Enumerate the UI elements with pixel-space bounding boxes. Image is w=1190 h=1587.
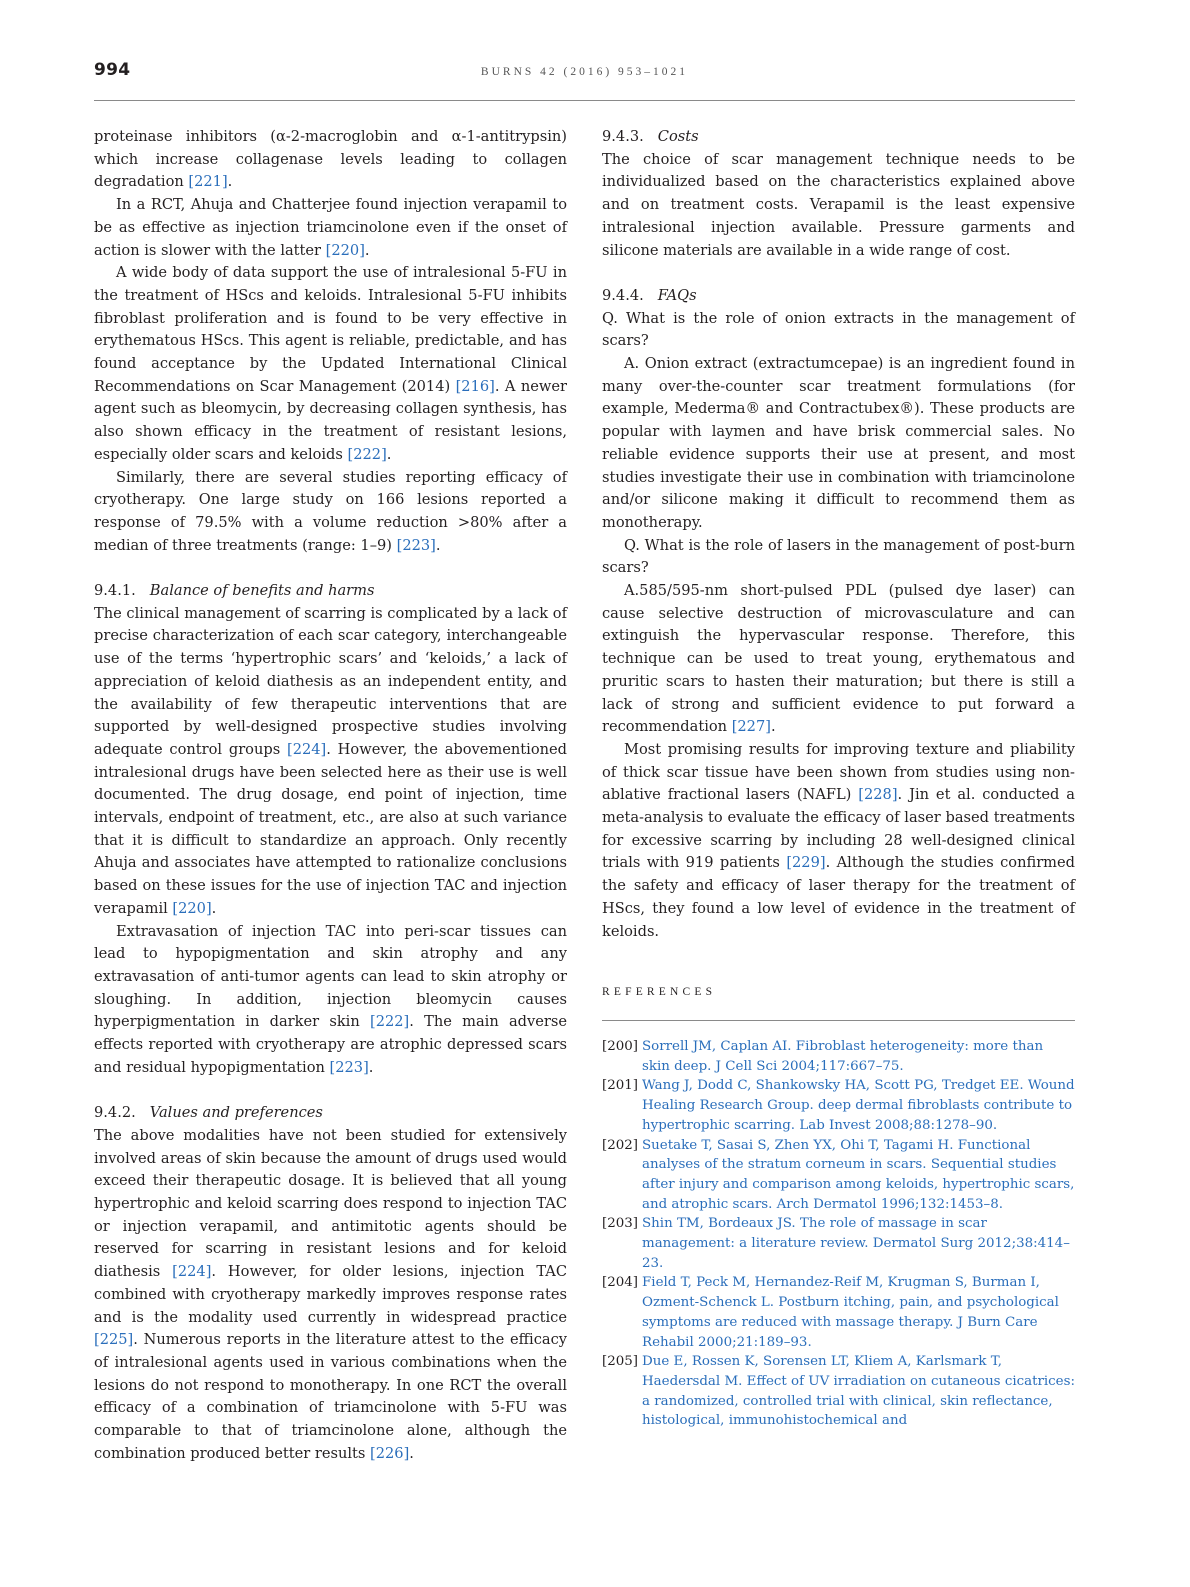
- references-heading: REFERENCES: [602, 981, 1075, 1021]
- reference-number: [203]: [602, 1216, 639, 1232]
- reference-number: [202]: [602, 1137, 639, 1153]
- paragraph: The choice of scar management technique needs to be individualized based on the characteristics explained above and on treatment costs. Verapamil is the least expensive intralesional injection available. Pressure garments and silicone materials are available in a wide range of cost.: [602, 150, 1075, 259]
- paragraph: Extravasation of injection TAC into peri-scar tissues can lead to hypopigmentation and skin atrophy and any extravasation of anti-tumor agents can lead to skin atrophy or sloughing. In addition, injection bleomycin causes hyperpigmentation in darker skin [222]. The main adverse effects reported with cryotherapy are atrophic depressed scars and residual hypopigmentation [223].: [94, 922, 567, 1076]
- reference-item: [602, 1214, 1075, 1273]
- reference-link[interactable]: Shin TM, Bordeaux JS. The role of massage in scar management: a literature review. Dermatol Surg 2012;38:414–23.: [642, 1216, 1070, 1271]
- paragraph: The above modalities have not been studied for extensively involved areas of skin because the amount of drugs used would exceed their therapeutic dosage. It is believed that all young hypertrophic and keloid scarring does respond to injection TAC or injection verapamil, and antimitotic agents should be reserved for scarring in resistant lesions and for keloid diathesis [224]. However, for older lesions, injection TAC combined with cryotherapy markedly improves response rates and is the modality used currently in widespread practice [225]. Numerous reports in the literature attest to the efficacy of intralesional agents used in various combinations when the lesions do not respond to monotherapy. In one RCT the overall efficacy of a combination of triamcinolone with 5-FU was comparable to that of triamcinolone alone, although the combination produced better results [226].: [94, 1126, 567, 1462]
- reference-link[interactable]: Field T, Peck M, Hernandez-Reif M, Krugman S, Burman I, Ozment-Schenck L. Postburn itching, pain, and psychological symptoms are reduced with massage therapy. J Burn Care Rehabil 2000;21:189–93.: [642, 1275, 1059, 1350]
- faq-answer: A.585/595-nm short-pulsed PDL (pulsed dye laser) can cause selective destruction of microvasculature and can extinguish the hypervascular response. Therefore, this technique can be used to treat young, erythematous and pruritic scars to hasten their maturation; but there is still a lack of strong and sufficient evidence to put forward a recommendation [227].: [602, 582, 1075, 736]
- section-heading-9-4-1: 9.4.1. Balance of benefits and harms: [94, 582, 375, 600]
- citation-link[interactable]: [225]: [94, 1331, 134, 1349]
- citation-link[interactable]: [222]: [370, 1013, 410, 1031]
- citation-link[interactable]: [226]: [370, 1444, 410, 1462]
- reference-link[interactable]: Due E, Rossen K, Sorensen LT, Kliem A, Karlsmark T, Haedersdal M. Effect of UV irradiation on cutaneous cicatrices: a randomized, controlled trial with clinical, skin reflectance, histological, immunohistochemical and: [642, 1354, 1075, 1429]
- citation-link[interactable]: [222]: [347, 445, 387, 463]
- reference-link[interactable]: Wang J, Dodd C, Shankowsky HA, Scott PG, Tredget EE. Wound Healing Research Group. deep dermal fibroblasts contribute to hypertrophic scarring. Lab Invest 2008;88:1278–90.: [642, 1078, 1075, 1133]
- citation-link[interactable]: [223]: [396, 536, 436, 554]
- citation-link[interactable]: [216]: [455, 377, 495, 395]
- citation-link[interactable]: [221]: [188, 173, 228, 191]
- section-heading-9-4-3: 9.4.3. Costs: [602, 128, 699, 145]
- journal-running-head: BURNS 42 (2016) 953–1021: [480, 66, 689, 78]
- page-header: [94, 58, 1075, 101]
- citation-link[interactable]: [224]: [287, 740, 327, 758]
- faq-question: Q. What is the role of lasers in the management of post-burn scars?: [602, 536, 1075, 577]
- reference-item: [602, 1136, 1075, 1215]
- reference-item: [602, 1076, 1075, 1135]
- page-number: 994: [94, 60, 131, 80]
- reference-number: [204]: [602, 1275, 639, 1291]
- reference-item: [602, 1273, 1075, 1352]
- citation-link[interactable]: [220]: [325, 241, 365, 259]
- faq-answer: A. Onion extract (extractumcepae) is an ingredient found in many over-the-counter scar treatment formulations (for example, Mederma® and Contractubex®). These products are popular with laymen and have brisk commercial sales. No reliable evidence supports their use at present, and most studies investigate their use in combination with triamcinolone and/or silicone making it difficult to recommend them as monotherapy.: [602, 355, 1075, 531]
- reference-item: [602, 1352, 1075, 1431]
- reference-list: [602, 1037, 1075, 1431]
- citation-link[interactable]: [224]: [172, 1263, 212, 1281]
- paragraph: proteinase inhibitors (α-2-macroglobin and α-1-antitrypsin) which increase collagenase levels leading to collagen degradation [221].: [94, 128, 567, 191]
- paragraph: In a RCT, Ahuja and Chatterjee found injection verapamil to be as effective as injection triamcinolone even if the onset of action is slower with the latter [220].: [94, 196, 567, 259]
- citation-link[interactable]: [228]: [858, 786, 898, 804]
- reference-link[interactable]: Sorrell JM, Caplan AI. Fibroblast heterogeneity: more than skin deep. J Cell Sci 2004;117:667–75.: [642, 1039, 1044, 1074]
- left-column: [94, 126, 567, 1465]
- reference-number: [205]: [602, 1354, 639, 1370]
- citation-link[interactable]: [229]: [786, 854, 826, 872]
- paragraph: A wide body of data support the use of intralesional 5-FU in the treatment of HScs and keloids. Intralesional 5-FU inhibits fibroblast proliferation and is found to be very effective in erythematous HScs. This agent is reliable, predictable, and has found acceptance by the Updated International Clinical Recommendations on Scar Management (2014) [216]. A newer agent such as bleomycin, by decreasing collagen synthesis, has also shown efficacy in the treatment of resistant lesions, especially older scars and keloids [222].: [94, 264, 567, 463]
- reference-number: [201]: [602, 1078, 639, 1094]
- paragraph: Most promising results for improving texture and pliability of thick scar tissue have been shown from studies using non-ablative fractional lasers (NAFL) [228]. Jin et al. conducted a meta-analysis to evaluate the efficacy of laser based treatments for excessive scarring by including 28 well-designed clinical trials with 919 patients [229]. Although the studies confirmed the safety and efficacy of laser therapy for the treatment of HScs, they found a low level of evidence in the treatment of keloids.: [602, 740, 1075, 940]
- citation-link[interactable]: [220]: [172, 899, 212, 917]
- paragraph: The clinical management of scarring is complicated by a lack of precise characterization of each scar category, interchangeable use of the terms ‘hypertrophic scars’ and ‘keloids,’ a lack of appreciation of keloid diathesis as an independent entity, and the availability of few therapeutic interventions that are supported by well-designed prospective studies involving adequate control groups [224]. However, the abovementioned intralesional drugs have been selected here as their use is well documented. The drug dosage, end point of injection, time intervals, endpoint of treatment, etc., are also at such variance that it is difficult to standardize an approach. Only recently Ahuja and associates have attempted to rationalize conclusions based on these issues for the use of injection TAC and injection verapamil [220].: [94, 604, 567, 917]
- citation-link[interactable]: [227]: [731, 718, 771, 736]
- section-heading-9-4-4: 9.4.4. FAQs: [602, 286, 697, 304]
- reference-number: [200]: [602, 1039, 639, 1054]
- right-column: [602, 126, 1075, 1431]
- paragraph: Similarly, there are several studies reporting efficacy of cryotherapy. One large study on 166 lesions reported a response of 79.5% with a volume reduction >80% after a median of three treatments (range: 1–9) [223].: [94, 468, 567, 554]
- citation-link[interactable]: [223]: [329, 1058, 369, 1076]
- section-heading-9-4-2: 9.4.2. Values and preferences: [94, 1104, 323, 1122]
- reference-item: [602, 1037, 1075, 1076]
- reference-link[interactable]: Suetake T, Sasai S, Zhen YX, Ohi T, Tagami H. Functional analyses of the stratum corneum in scars. Sequential studies after injury and comparison among keloids, hypertrophic scars, and atrophic scars. Arch Dermatol 1996;132:1453–8.: [642, 1137, 1075, 1212]
- faq-question: Q. What is the role of onion extracts in the management of scars?: [602, 309, 1075, 350]
